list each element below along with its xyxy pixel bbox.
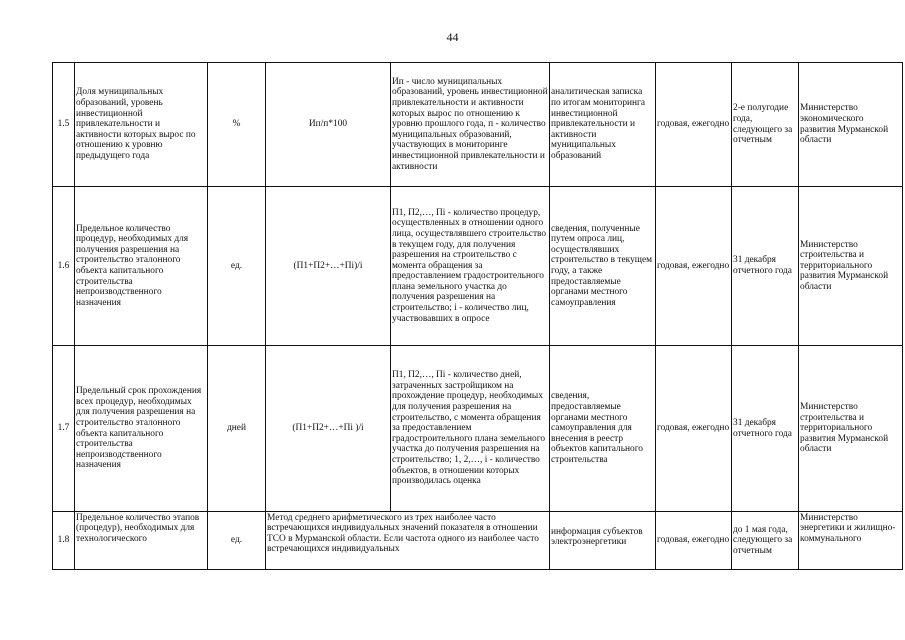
indicator-name: Предельный срок прохождения всех процедур, необходимых для получения разрешения на строительство эталонного объекта капитального строительства непроизводственного назначения xyxy=(75,346,208,512)
responsible-text: Министерство энергетики и жилищно-коммунального xyxy=(800,512,896,544)
unit: ед. xyxy=(208,512,266,570)
formula: Ип/п*100 xyxy=(266,63,391,187)
table-row xyxy=(53,63,903,187)
calculation-method xyxy=(266,512,550,570)
unit: дней xyxy=(208,346,266,512)
formula: (П1+П2+…+Пі)/і xyxy=(266,187,391,346)
frequency: годовая, ежегодно xyxy=(656,346,732,512)
variables-description: П1, П2,…, Пі - количество процедур, осуществленных в отношении одного лица, осуществлявшего строительство в текущем году, для получения разрешения на строительство с момента обращения за предоставлением градостроительного плана земельного участка до получения разрешения на строительство; і - количество лиц, участвовавших в опросе xyxy=(391,187,550,346)
page-number: 44 xyxy=(446,30,459,44)
unit: % xyxy=(208,63,266,187)
row-number: 1.7 xyxy=(53,346,75,512)
responsible: Министерство строительства и территориального развития Мурманской области xyxy=(799,346,903,512)
frequency: годовая, ежегодно xyxy=(656,512,732,570)
table-row xyxy=(53,512,903,570)
calculation-method-text: Метод среднего арифметического из трех наиболее часто встречающихся индивидуальных значений показателя в отношении ТСО в Мурманской области. Если частота одного из наиболее часто встречающихся индивидуальных xyxy=(267,512,539,555)
indicator-name: Предельное количество процедур, необходимых для получения разрешения на строительство эталонного объекта капитального строительства непроизводственного назначения xyxy=(75,187,208,346)
data-source-text: информация субъектов электроэнергетики xyxy=(551,526,643,548)
deadline: 2-е полугодие года, следующего за отчетным xyxy=(732,63,799,187)
indicator-name: Доля муниципальных образований, уровень инвестиционной привлекательности и активности которых вырос по отношению к уровню предыдущего года xyxy=(75,63,208,187)
table-row xyxy=(53,346,903,512)
data-source xyxy=(550,512,656,570)
indicator-name-text: Предельное количество этапов (процедур), необходимых для технологического xyxy=(76,512,200,544)
indicator-name xyxy=(75,512,208,570)
responsible: Министерство строительства и территориального развития Мурманской области xyxy=(799,187,903,346)
deadline: до 1 мая года, следующего за отчетным xyxy=(732,512,799,570)
table-row xyxy=(53,187,903,346)
frequency: годовая, ежегодно xyxy=(656,187,732,346)
data-source: аналитическая записка по итогам мониторинга инвестиционной привлекательности и активности муниципальных образований xyxy=(550,63,656,187)
deadline: 31 декабря отчетного года xyxy=(732,187,799,346)
variables-description: Ип - число муниципальных образований, уровень инвестиционной привлекательности и активности которых вырос по отношению к уровню прошлого года, п - количество муниципальных образований, участвующих в мониторинге инвестиционной привлекательности и активности xyxy=(391,63,550,187)
row-number: 1.5 xyxy=(53,63,75,187)
responsible xyxy=(799,512,903,570)
data-source: сведения, предоставляемые органами местного самоуправления для внесения в реестр объектов капитального строительства xyxy=(550,346,656,512)
variables-description: П1, П2,…, Пі - количество дней, затраченных застройщиком на прохождение процедур, необходимых для получения разрешения на строительство, с момента обращения за предоставлением градостроительного плана земельного участка до получения разрешения на строительство; 1, 2,…, і - количество объектов, в отношении которых производилась оценка xyxy=(391,346,550,512)
deadline: 31 декабря отчетного года xyxy=(732,346,799,512)
formula: (П1+П2+…+Пі )/і xyxy=(266,346,391,512)
row-number: 1.6 xyxy=(53,187,75,346)
row-number: 1.8 xyxy=(53,512,75,570)
responsible: Министерство экономического развития Мурманской области xyxy=(799,63,903,187)
unit: ед. xyxy=(208,187,266,346)
frequency: годовая, ежегодно xyxy=(656,63,732,187)
data-source: сведения, полученные путем опроса лиц, осуществлявших строительство в текущем году, а также предоставляемые органами местного самоуправления xyxy=(550,187,656,346)
indicators-table xyxy=(52,62,903,570)
